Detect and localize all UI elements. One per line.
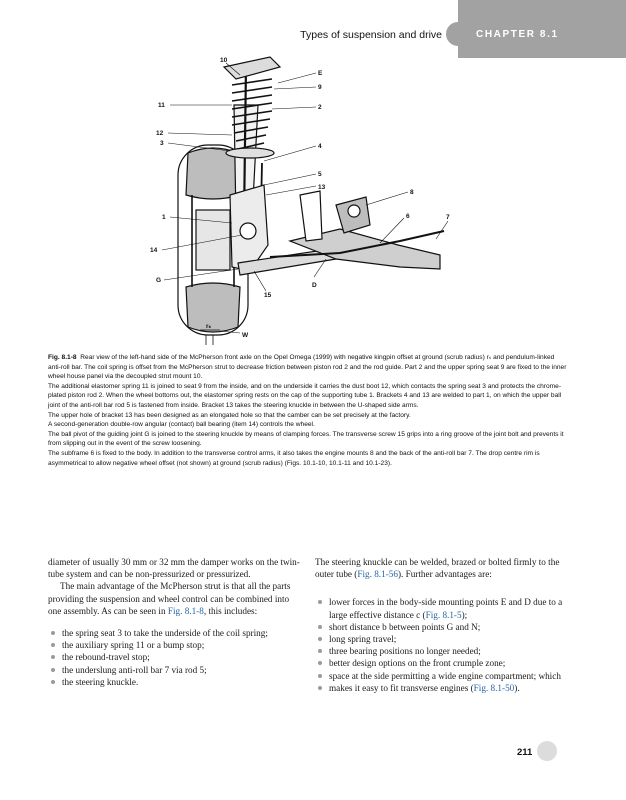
strut-mount (224, 57, 280, 79)
label-12: 12 (156, 130, 164, 137)
label-10: 10 (220, 57, 228, 64)
suspension-diagram (140, 45, 470, 345)
caption-line: The subframe 6 is fixed to the body. In addition to the transverse control arms, it also takes the engine mounts 8 and the back of the anti-roll bar 7. The drop centre rim is asymmetrical to allow negative wheel offset (not shown) at ground (scrub radius) (Figs. 10.1-10, 10.1-11 and 10.1-23). (48, 449, 540, 467)
list-item: long spring travel; (315, 633, 563, 645)
list-item: the spring seat 3 to take the underside of the coil spring; (48, 627, 303, 639)
tyre-lower-tread (186, 283, 240, 332)
list-item: three bearing positions no longer needed; (315, 645, 563, 657)
body-bracket (300, 191, 322, 241)
label-4: 4 (318, 143, 322, 150)
page-number-circle (537, 741, 557, 761)
right-column (315, 556, 563, 694)
figure-link[interactable]: Fig. 8.1-56 (357, 569, 398, 580)
list-item: lower forces in the body-side mounting points E and D due to a large effective distance c (Fig. 8.1-5); (315, 596, 563, 620)
figure-link[interactable]: Fig. 8.1-50 (473, 682, 515, 693)
list-item: better design options on the front crumple zone; (315, 657, 563, 669)
figure-number: Fig. 8.1-8 (48, 354, 77, 361)
caption-line: The ball pivot of the guiding joint G is joined to the steering knuckle by means of clamping forces. The transverse screw 15 grips into a ring groove of the joint bolt and prevents it from slipping out in the event of the screw loosening. (48, 430, 564, 448)
label-1: 1 (162, 214, 166, 221)
spring-seat (226, 148, 274, 158)
figure-link[interactable]: Fig. 8.1-5 (425, 609, 462, 620)
label-5: 5 (318, 171, 322, 178)
list-item: space at the side permitting a wide engine compartment; which (315, 670, 563, 682)
label-11: 11 (158, 102, 165, 109)
caption-line: The additional elastomer spring 11 is joined to seat 9 from the inside, and on the underside it carries the dust boot 12, which contacts the spring seat 3 and protects the chrome-plated piston rod 2. When the wheel bottoms out, the elastomer spring rests on the cap of the supporting tube 1. Brackets 4 and 13 are welded to part 1, on which the upper ball joint of the anti-roll bar rod 5 is fastened from inside. Bracket 13 takes the steering knuckle in between the U-shaped side arms. (48, 382, 562, 409)
label-7: 7 (446, 214, 450, 221)
label-W: W (242, 332, 249, 339)
list-item: makes it easy to fit transverse engines (Fig. 8.1-50). (315, 682, 563, 694)
left-column (48, 556, 303, 688)
chapter-label: CHAPTER 8.1 (476, 29, 559, 40)
right-para-1: The steering knuckle can be welded, brazed or bolted firmly to the outer tube (Fig. 8.1-56). Further advantages are: (315, 557, 560, 580)
caption-line: A second-generation double-row angular (contact) ball bearing (item 14) controls the wheel. (48, 421, 315, 429)
running-header-title: Types of suspension and drive (300, 29, 442, 41)
figure-caption (48, 353, 568, 468)
label-8: 8 (410, 189, 414, 196)
list-item: the underslung anti-roll bar 7 via rod 5; (48, 664, 303, 676)
wheel-rim (196, 210, 230, 270)
label-G: G (156, 277, 162, 284)
label-3: 3 (160, 140, 164, 147)
list-item: the auxiliary spring 11 or a bump stop; (48, 639, 303, 651)
left-para-1: diameter of usually 30 mm or 32 mm the damper works on the twin-tube system and can be non-pressurized or pressurized. (48, 557, 300, 580)
list-item: the steering knuckle. (48, 676, 303, 688)
left-bullet-list (48, 627, 303, 688)
caption-line: The upper hole of bracket 13 has been designed as an elongated hole so that the camber can be set precisely at the factory. (48, 411, 411, 419)
label-rs: rₛ (206, 323, 211, 330)
label-14: 14 (150, 247, 158, 254)
label-2: 2 (318, 104, 322, 111)
list-item: short distance b between points G and N; (315, 621, 563, 633)
list-item: the rebound-travel stop; (48, 651, 303, 663)
left-para-2: The main advantage of the McPherson strut is that all the parts providing the suspension and wheel control can be combined into one assembly. As can be seen in Fig. 8.1-8, this includes: (48, 581, 291, 616)
right-bullet-list (315, 596, 563, 694)
figure-link[interactable]: Fig. 8.1-8 (167, 605, 204, 616)
label-15: 15 (264, 292, 272, 299)
caption-line: Rear view of the left-hand side of the McPherson front axle on the Opel Omega (1999) with negative kingpin offset at ground (scrub radius) rₛ and pendulum-linked anti-roll bar. The coil spring is offset from the McPherson strut to decrease friction between piston rod 2 and the rod guide. Part 2 and the upper spring seat 9 are fixed to the inner wheel house panel via the decoupled strut mount 10. (48, 354, 567, 381)
label-E: E (318, 70, 323, 77)
label-9: 9 (318, 84, 322, 91)
label-6: 6 (406, 213, 410, 220)
page-number: 211 (517, 747, 533, 758)
label-D: D (312, 282, 317, 289)
label-13: 13 (318, 184, 326, 191)
